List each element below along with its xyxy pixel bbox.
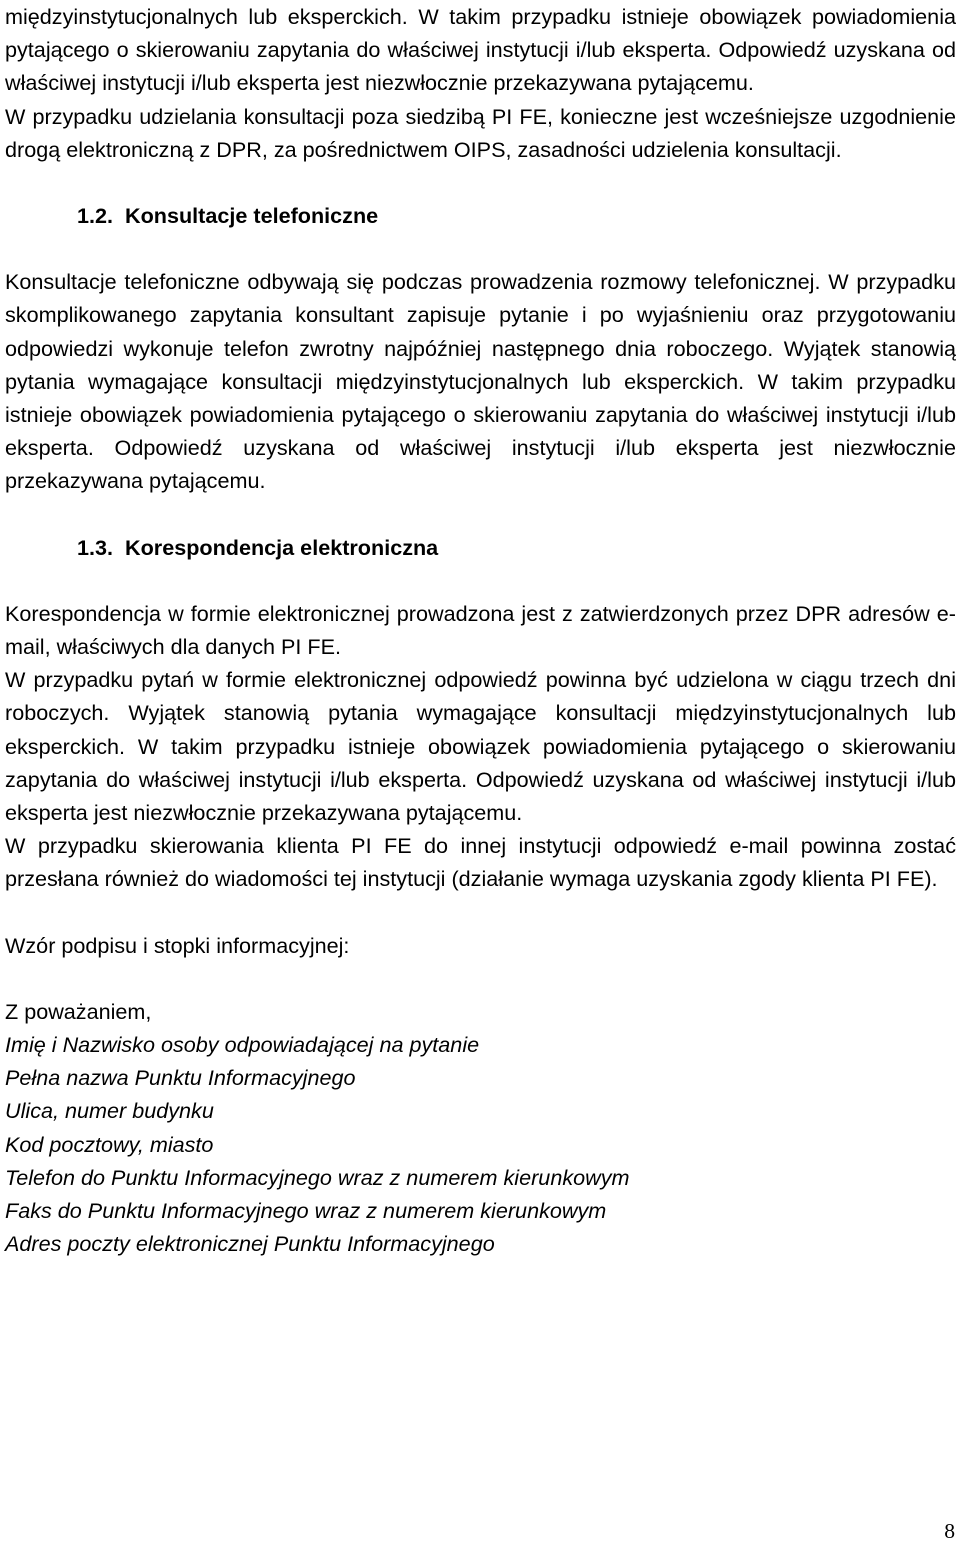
email-paragraph-3: W przypadku skierowania klienta PI FE do innej instytucji odpowiedź e-mail powinna zostać przesłana również do wiadomości tej instytucji (działanie wymaga uzyskania zgody klienta PI FE). [5, 833, 956, 892]
signature-greeting: Z poważaniem, [5, 998, 152, 1024]
continued-paragraph: międzyinstytucjonalnych lub eksperckich. W takim przypadku istnieje obowiązek powiadomienia pytającego o skierowaniu zapytania do właściwej instytucji i/lub eksperta. Odpowiedź uzyskana od właściwej instytucji i/lub eksperta jest niezwłocznie przekazywana pytającemu. [5, 4, 956, 96]
section-title: Konsultacje telefoniczne [125, 203, 379, 229]
section-number: 1.2. [77, 203, 114, 229]
section-heading-email [5, 531, 956, 564]
section-number: 1.3. [77, 534, 114, 560]
signature-line: Imię i Nazwisko osoby odpowiadającej na pytanie [5, 1032, 480, 1058]
signature-block [5, 995, 956, 1261]
signature-line: Adres poczty elektronicznej Punktu Informacyjnego [5, 1231, 495, 1257]
onsite-consultation-paragraph: W przypadku udzielania konsultacji poza siedzibą PI FE, konieczne jest wcześniejsze uzgodnienie drogą elektroniczną z DPR, za pośrednictwem OIPS, zasadności udzielenia konsultacji. [5, 103, 956, 162]
section-title: Korespondencja elektroniczna [125, 534, 439, 560]
phone-consultation-paragraph: Konsultacje telefoniczne odbywają się podczas prowadzenia rozmowy telefonicznej. W przypadku skomplikowanego zapytania konsultant zapisuje pytanie i po wyjaśnieniu oraz przygotowaniu odpowiedzi wykonuje telefon zwrotny najpóźniej następnego dnia roboczego. Wyjątek stanowią pytania wymagające konsultacji międzyinstytucjonalnych lub eksperckich. W takim przypadku istnieje obowiązek powiadomienia pytającego o skierowaniu zapytania do właściwej instytucji i/lub eksperta. Odpowiedź uzyskana od właściwej instytucji i/lub eksperta jest niezwłocznie przekazywana pytającemu. [5, 269, 956, 494]
signature-line: Ulica, numer budynku [5, 1098, 214, 1124]
email-paragraph-1: Korespondencja w formie elektronicznej prowadzona jest z zatwierdzonych przez DPR adresów e-mail, właściwych dla danych PI FE. [5, 600, 956, 660]
document-page [5, 0, 956, 1261]
page-number: 8 [944, 1519, 955, 1543]
section-heading-phone [5, 199, 956, 232]
email-paragraph-2: W przypadku pytań w formie elektronicznej odpowiedź powinna być udzielona w ciągu trzech dni roboczych. Wyjątek stanowią pytania wymagające konsultacji międzyinstytucjonalnych lub eksperckich. W takim przypadku istnieje obowiązek powiadomienia pytającego o skierowaniu zapytania do właściwej instytucji i/lub eksperta. Odpowiedź uzyskana od właściwej instytucji i/lub eksperta jest niezwłocznie przekazywana pytającemu. [5, 667, 956, 826]
signature-intro: Wzór podpisu i stopki informacyjnej: [5, 932, 350, 958]
signature-line: Kod pocztowy, miasto [5, 1131, 214, 1157]
signature-line: Telefon do Punktu Informacyjnego wraz z numerem kierunkowym [5, 1164, 630, 1190]
signature-line: Faks do Punktu Informacyjnego wraz z numerem kierunkowym [5, 1198, 607, 1224]
signature-line: Pełna nazwa Punktu Informacyjnego [5, 1065, 356, 1091]
